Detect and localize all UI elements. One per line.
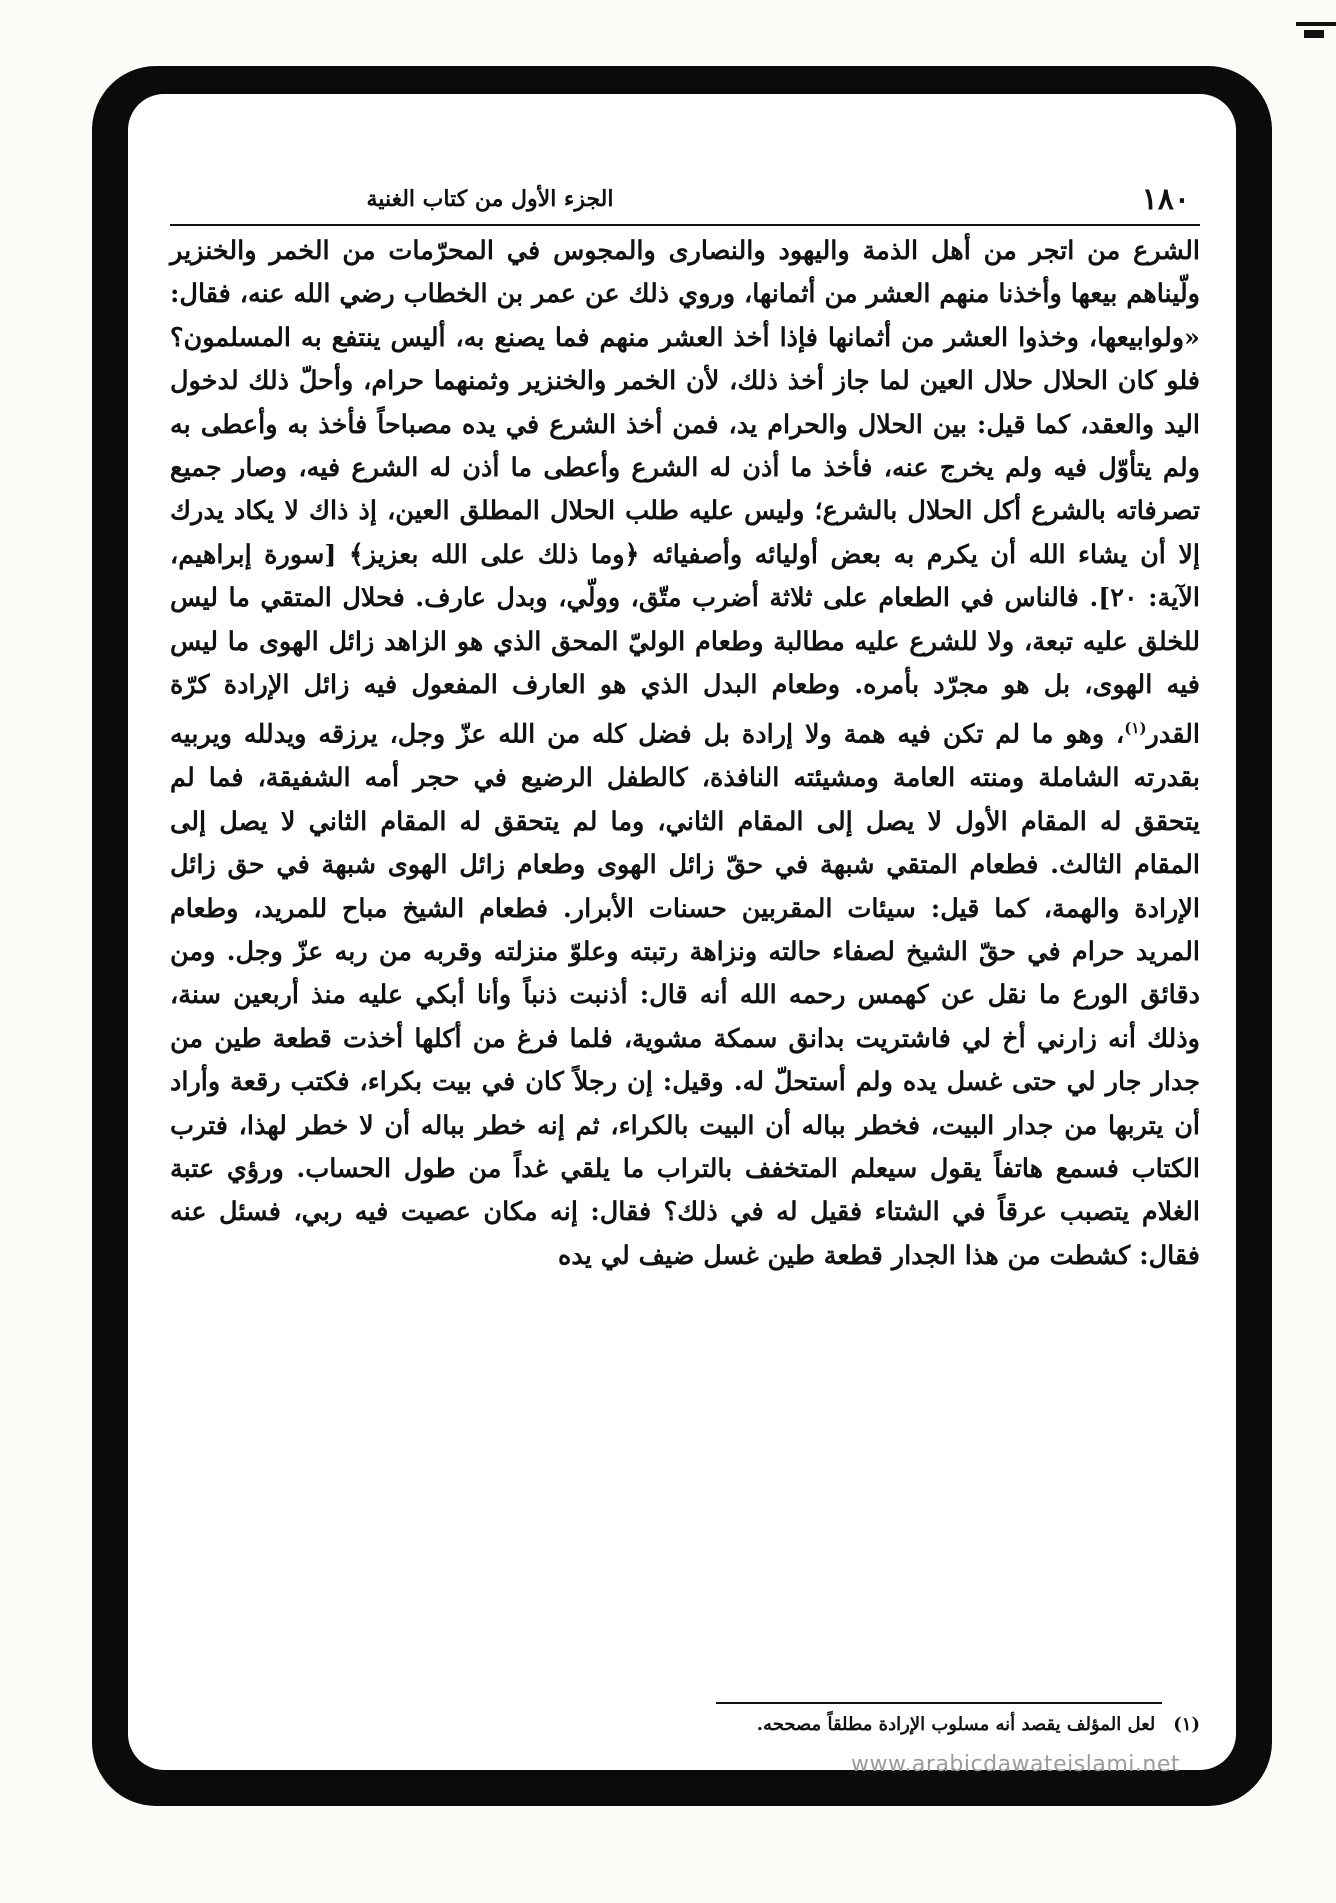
watermark: www.arabicdawateislami.net bbox=[850, 1752, 1180, 1777]
footnote bbox=[560, 1714, 1200, 1735]
footnote-rule bbox=[716, 1702, 1162, 1704]
scan-artifact bbox=[1304, 30, 1324, 38]
page-number: ١٨٠ bbox=[1141, 182, 1190, 217]
scan-artifact bbox=[1296, 22, 1336, 26]
body-paragraph bbox=[170, 230, 1200, 1278]
header-rule bbox=[170, 224, 1200, 226]
body-text bbox=[170, 230, 1200, 1278]
body-text-part-1: الشرع من اتجر من أهل الذمة واليهود والنصارى والمجوس في المحرّمات من الخمر والخنزير ولّيناهم بيعها وأخذنا منهم العشر من أثمانها، وروي ذلك عن عمر بن الخطاب رضي الله عنه، فقال: «ولوابيعها، وخذوا العشر من أثمانها فإذا أخذ العشر منهم فما يصنع به، أليس ينتفع به المسلمون؟ فلو كان الحلال حلال العين لما جاز أخذ ذلك، لأن الخمر والخنزير وثمنهما حرام، وأحلّ ذلك لدخول اليد والعقد، كما قيل: بين الحلال والحرام يد، فمن أخذ الشرع في يده مصباحاً فأخذ به وأعطى به ولم يتأوّل فيه ولم يخرج عنه، فأخذ ما أذن له الشرع وأعطى ما أذن له الشرع فيه، وصار جميع تصرفاته بالشرع أكل الحلال بالشرع؛ وليس عليه طلب الحلال المطلق العين، إذ ذاك لا يكاد يدرك إلا أن يشاء الله أن يكرم به بعض أوليائه وأصفيائه ﴿وما ذلك على الله بعزيز﴾ [سورة إبراهيم، الآية: ٢٠]. فالناس في الطعام على ثلاثة أضرب متّق، وولّي، وبدل عارف. فحلال المتقي ما ليس للخلق عليه تبعة، ولا للشرع عليه مطالبة وطعام الوليّ المحق الذي هو الزاهد زائل الهوى ما ليس فيه الهوى، بل هو مجرّد بأمره. وطعام البدل الذي هو العارف المفعول فيه زائل الإرادة كرّة القدر bbox=[170, 236, 1200, 750]
footnote-marker: (١) bbox=[1173, 1714, 1200, 1735]
body-text-part-2: ، وهو ما لم تكن فيه همة ولا إرادة بل فضل كله من الله عزّ وجل، يرزقه ويدلله ويربيه بقدرته الشاملة ومنته العامة ومشيئته النافذة، كالطفل الرضيع في حجر أمه الشفيقة، فما لم يتحقق له المقام الأول لا يصل إلى المقام الثاني، وما لم يتحقق له المقام الثاني لا يصل إلى المقام الثالث. فطعام المتقي شبهة في حقّ زائل الهوى وطعام زائل الهوى شبهة في حق زائل الإرادة والهمة، كما قيل: سيئات المقربين حسنات الأبرار. فطعام الشيخ مباح للمريد، وطعام المريد حرام في حقّ الشيخ لصفاء حالته ونزاهة رتبته وعلوّ منزلته وقربه من ربه عزّ وجل. ومن دقائق الورع ما نقل عن كهمس رحمه الله أنه قال: أذنبت ذنباً وأنا أبكي عليه منذ أربعين سنة، وذلك أنه زارني أخ لي فاشتريت بدانق سمكة مشوية، فلما فرغ من أكلها أخذت قطعة طين من جدار جار لي حتى غسل يده ولم أستحلّ له. وقيل: إن رجلاً كان في بيت بكراء، فكتب رقعة وأراد أن يتربها من جدار البيت، فخطر بباله أن البيت بالكراء، ثم إنه خطر بباله أن لا خطر لهذا، فترب الكتاب فسمع هاتفاً يقول سيعلم المتخفف بالتراب ما يلقي غداً من طول الحساب. ورؤي عتبة الغلام يتصبب عرقاً في الشتاء فقيل له في ذلك؟ فقال: إنه مكان عصيت فيه ربي، فسئل عنه فقال: كشطت من هذا الجدار قطعة طين غسل ضيف لي يده bbox=[170, 719, 1200, 1271]
footnote-reference[interactable]: (١) bbox=[1124, 719, 1147, 738]
page-header bbox=[170, 182, 1190, 226]
footnote-text: لعل المؤلف يقصد أنه مسلوب الإرادة مطلقاً مصححه. bbox=[756, 1714, 1156, 1735]
running-title: الجزء الأول من كتاب الغنية bbox=[366, 186, 614, 212]
